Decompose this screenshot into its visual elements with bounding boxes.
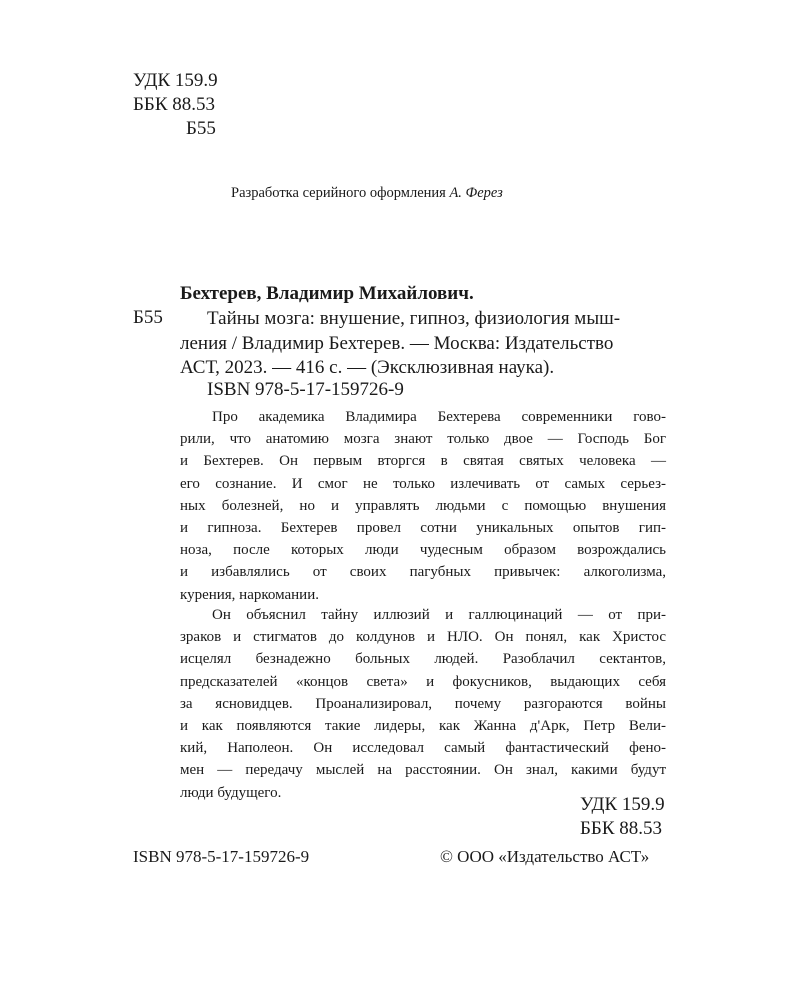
udk-code: УДК 159.9 (133, 70, 218, 91)
design-credit (231, 185, 503, 202)
annotation-line: и как появляются такие лидеры, как Жанна д'Арк, Петр Вели- (180, 718, 666, 735)
annotation-line: рили, что анатомию мозга знают только двое — Господь Бог (180, 431, 666, 448)
annotation-line: и Бехтерев. Он первым вторгся в святая святых человека — (180, 453, 666, 470)
classification-block (133, 69, 218, 141)
annotation-line: Он объяснил тайну иллюзий и галлюцинаций — от при- (212, 607, 666, 623)
entry-description (180, 307, 620, 381)
entry-line: ления / Владимир Бехтерев. — Москва: Издательство (180, 332, 614, 354)
annotation-line: ных болезней, но и управлять людьми с помощью внушения (180, 497, 666, 514)
annotation-line: люди будущего. (180, 784, 282, 801)
annotation-line: ноза, после которых люди чудесным образом возрождались (180, 542, 666, 559)
annotation-line: за ясновидцев. Проанализировал, почему разгораются войны (180, 695, 666, 712)
annotation-line: кий, Наполеон. Он исследовал самый фантастический фено- (180, 740, 666, 757)
annotation-line: мен — передачу мыслей на расстоянии. Он знал, какими будут (180, 762, 666, 779)
designer-name: А. Ферез (449, 185, 503, 201)
author-mark: Б55 (186, 118, 216, 139)
annotation-line: и избавлялись от своих пагубных привычек: алкоголизма, (180, 564, 666, 581)
annotation-line: и гипноза. Бехтерев провел сотни уникальных опытов гип- (180, 520, 666, 537)
classification-codes-right (580, 793, 665, 841)
entry-isbn: ISBN 978-5-17-159726-9 (207, 379, 404, 400)
design-credit-label: Разработка серийного оформления (231, 185, 446, 201)
bbk-code: ББК 88.53 (133, 94, 215, 115)
annotation-line: зраков и стигматов до колдунов и НЛО. Он понял, как Христос (180, 629, 666, 646)
entry-line: АСТ, 2023. — 416 с. — (Эксклюзивная наука). (180, 357, 555, 378)
annotation-paragraph-1 (180, 406, 666, 606)
annotation-line: предсказателей «концов света» и фокусников, выдающих себя (180, 673, 666, 690)
footer-copyright: © ООО «Издательство АСТ» (440, 847, 650, 866)
footer-isbn: ISBN 978-5-17-159726-9 (133, 847, 310, 866)
entry-author-mark: Б55 (133, 307, 163, 328)
annotation-line: Про академика Владимира Бехтерева современники гово- (212, 409, 666, 425)
entry-line: Тайны мозга: внушение, гипноз, физиология мыш- (207, 308, 621, 329)
bbk-code-right: ББК 88.53 (580, 818, 662, 839)
annotation-line: курения, наркомании. (180, 586, 319, 603)
author-heading: Бехтерев, Владимир Михайлович. (180, 283, 474, 304)
annotation-paragraph-2 (180, 604, 666, 804)
annotation-line: его сознание. И смог не только излечивать от самых серьез- (180, 475, 666, 492)
annotation-line: исцелял безнадежно больных людей. Разоблачил сектантов, (180, 651, 666, 668)
udk-code-right: УДК 159.9 (580, 794, 665, 815)
